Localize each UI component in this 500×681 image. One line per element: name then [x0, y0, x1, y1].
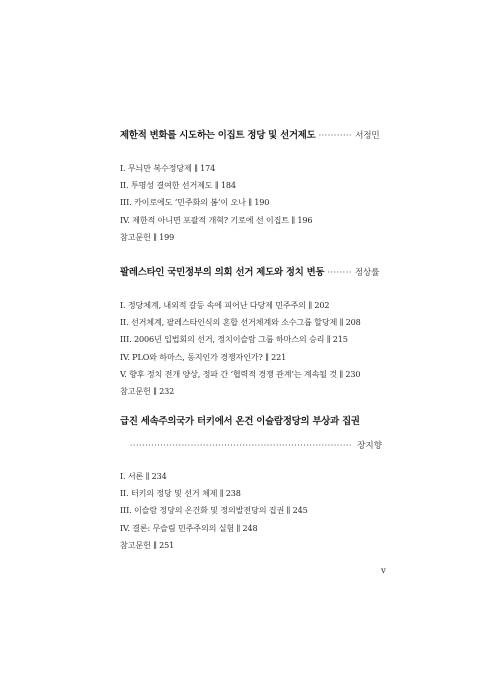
toc-item[interactable]: II. 터키의 정당 및 선거 체제 ∥ 238 — [120, 488, 241, 499]
page-number: v — [381, 566, 386, 576]
toc-item[interactable]: I. 서론 ∥ 234 — [120, 471, 167, 481]
toc-item[interactable]: 참고문헌 ∥ 251 — [120, 539, 175, 550]
toc-item[interactable]: 참고문헌 ∥ 199 — [120, 231, 175, 242]
toc-item[interactable]: III. 카이로에도 ‘민주화의 봄’이 오나 ∥ 190 — [120, 197, 270, 208]
chapter-title: 팔레스타인 국민정부의 의회 선거 제도와 정치 변동 — [120, 267, 325, 278]
toc-item[interactable]: IV. 제한적 아니면 포괄적 개혁? 기로에 선 이집트 ∥ 196 — [120, 214, 313, 225]
toc-list — [120, 297, 382, 400]
toc-list — [120, 468, 382, 554]
dot-leader: ········ — [327, 268, 352, 277]
toc-item[interactable]: III. 2006년 입법회의 선거, 정치이슬람 그룹 하마스의 승리 ∥ 215 — [120, 334, 348, 345]
toc-item[interactable]: I. 정당체계, 내외적 갈등 속에 피어난 다당제 민주주의 ∥ 202 — [120, 300, 330, 310]
toc-list — [120, 160, 382, 246]
chapter-author: 장지향 — [357, 441, 382, 451]
chapter-title: 급진 세속주의국가 터키에서 온건 이슬람정당의 부상과 집권 — [120, 416, 360, 427]
chapter-author: 서정민 — [355, 131, 380, 141]
chapter-section — [120, 264, 382, 400]
chapter-heading — [120, 264, 382, 278]
toc-item[interactable]: III. 이슬람 정당의 온건화 및 정의발전당의 집권 ∥ 245 — [120, 505, 308, 516]
chapter-heading-line-2 — [120, 433, 382, 452]
dot-leader: ········································································· — [129, 441, 352, 450]
chapter-section — [120, 127, 382, 246]
toc-item[interactable]: I. 무늬만 복수정당제 ∥ 174 — [120, 163, 216, 173]
toc-item[interactable]: IV. PLO와 하마스, 동지인가 경쟁자인가? ∥ 221 — [120, 351, 287, 362]
chapter-author: 정상률 — [354, 268, 380, 278]
chapter-heading — [120, 413, 382, 427]
toc-item[interactable]: V. 향후 정치 전개 양상, 정파 간 ‘협력적 경쟁 관계’는 계속될 것 ∥ 230 — [120, 368, 361, 379]
toc-item[interactable]: II. 선거체계, 팔레스타인식의 혼합 선거체계와 소수그룹 할당제 ∥ 208 — [120, 317, 361, 328]
toc-item[interactable]: II. 투명성 결여한 선거제도 ∥ 184 — [120, 180, 236, 191]
chapter-section — [120, 413, 382, 554]
chapter-title: 제한적 변화를 시도하는 이집트 정당 및 선거제도 — [120, 130, 316, 141]
toc-item[interactable]: IV. 결론: 무슬림 민주주의의 실험 ∥ 248 — [120, 522, 258, 533]
chapter-heading — [120, 127, 382, 141]
dot-leader: ··········· — [318, 131, 353, 140]
toc-item[interactable]: 참고문헌 ∥ 232 — [120, 386, 175, 397]
